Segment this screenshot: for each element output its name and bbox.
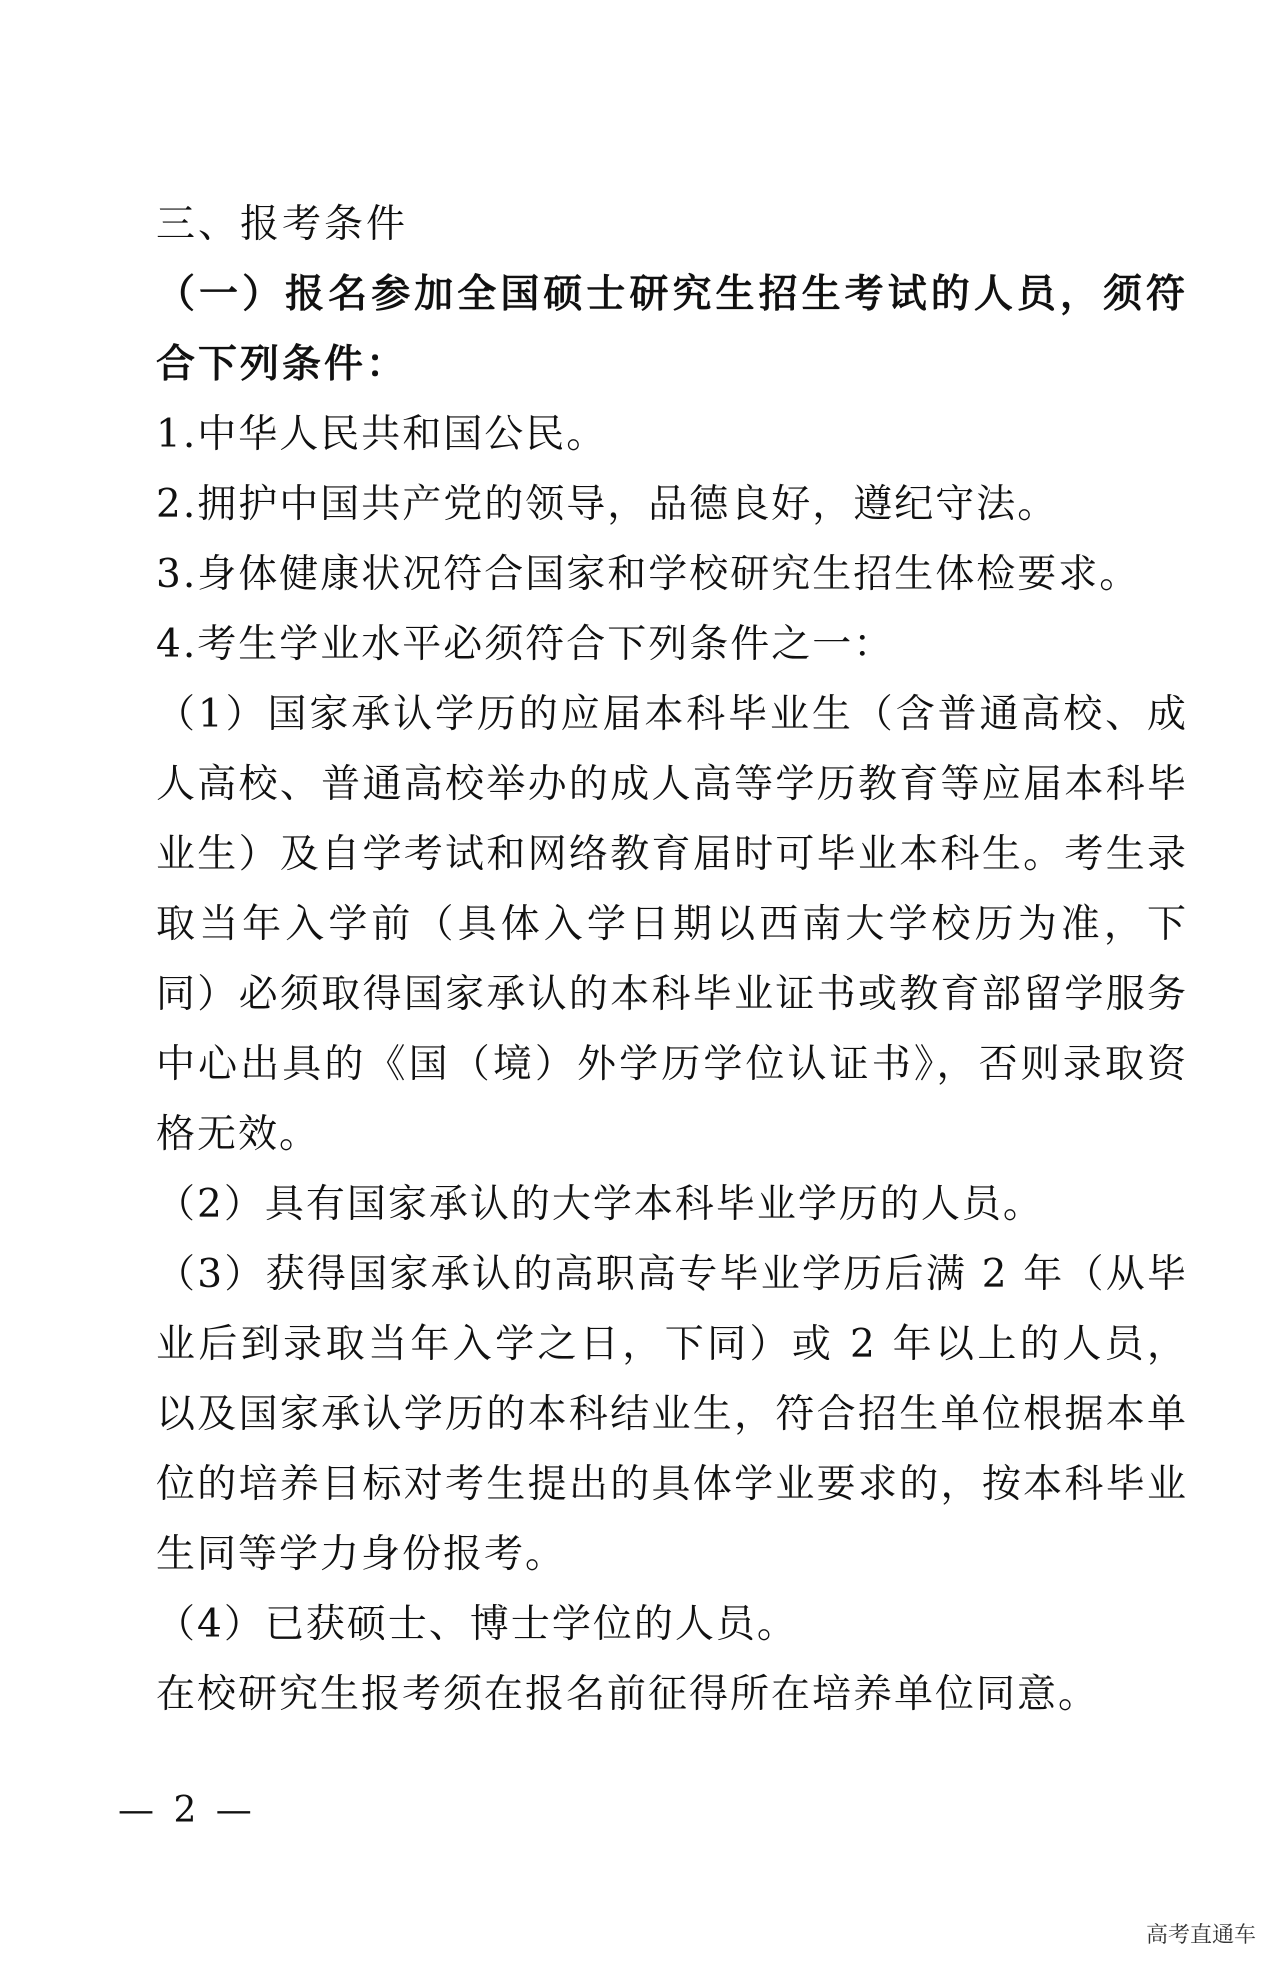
- sub-condition-3: （3）获得国家承认的高职高专毕业学历后满 2 年（从毕业后到录取当年入学之日，下同）或 2 年以上的人员，以及国家承认学历的本科结业生，符合招生单位根据本单位的培养目标对考生提出的具体学业要求的，按本科毕业生同等学力身份报考。: [156, 1252, 1188, 1577]
- document-body: [78, 190, 1188, 1730]
- condition-item-3: 3.身体健康状况符合国家和学校研究生招生体检要求。: [156, 552, 1141, 597]
- enrolled-student-note: 在校研究生报考须在报名前征得所在培养单位同意。: [156, 1672, 1100, 1717]
- condition-item-1: 1.中华人民共和国公民。: [156, 412, 608, 457]
- watermark-text: 高考直通车: [1145, 1923, 1256, 1948]
- sub-condition-2: （2）具有国家承认的大学本科毕业学历的人员。: [156, 1182, 1044, 1227]
- page-number: — 2 —: [118, 1790, 256, 1831]
- sub-condition-4: （4）已获硕士、博士学位的人员。: [156, 1602, 798, 1647]
- condition-item-2: 2.拥护中国共产党的领导，品德良好，遵纪守法。: [156, 482, 1059, 527]
- condition-item-4: 4.考生学业水平必须符合下列条件之一：: [156, 622, 895, 667]
- section-heading: 三、报考条件: [156, 202, 409, 247]
- sub-condition-1: （1）国家承认学历的应届本科毕业生（含普通高校、成人高校、普通高校举办的成人高等学历教育等应届本科毕业生）及自学考试和网络教育届时可毕业本科生。考生录取当年入学前（具体入学日期以西南大学校历为准，下同）必须取得国家承认的本科毕业证书或教育部留学服务中心出具的《国（境）外学历学位认证书》，否则录取资格无效。: [156, 692, 1188, 1157]
- section-subheading: （一）报名参加全国硕士研究生招生考试的人员，须符合下列条件：: [156, 272, 1188, 387]
